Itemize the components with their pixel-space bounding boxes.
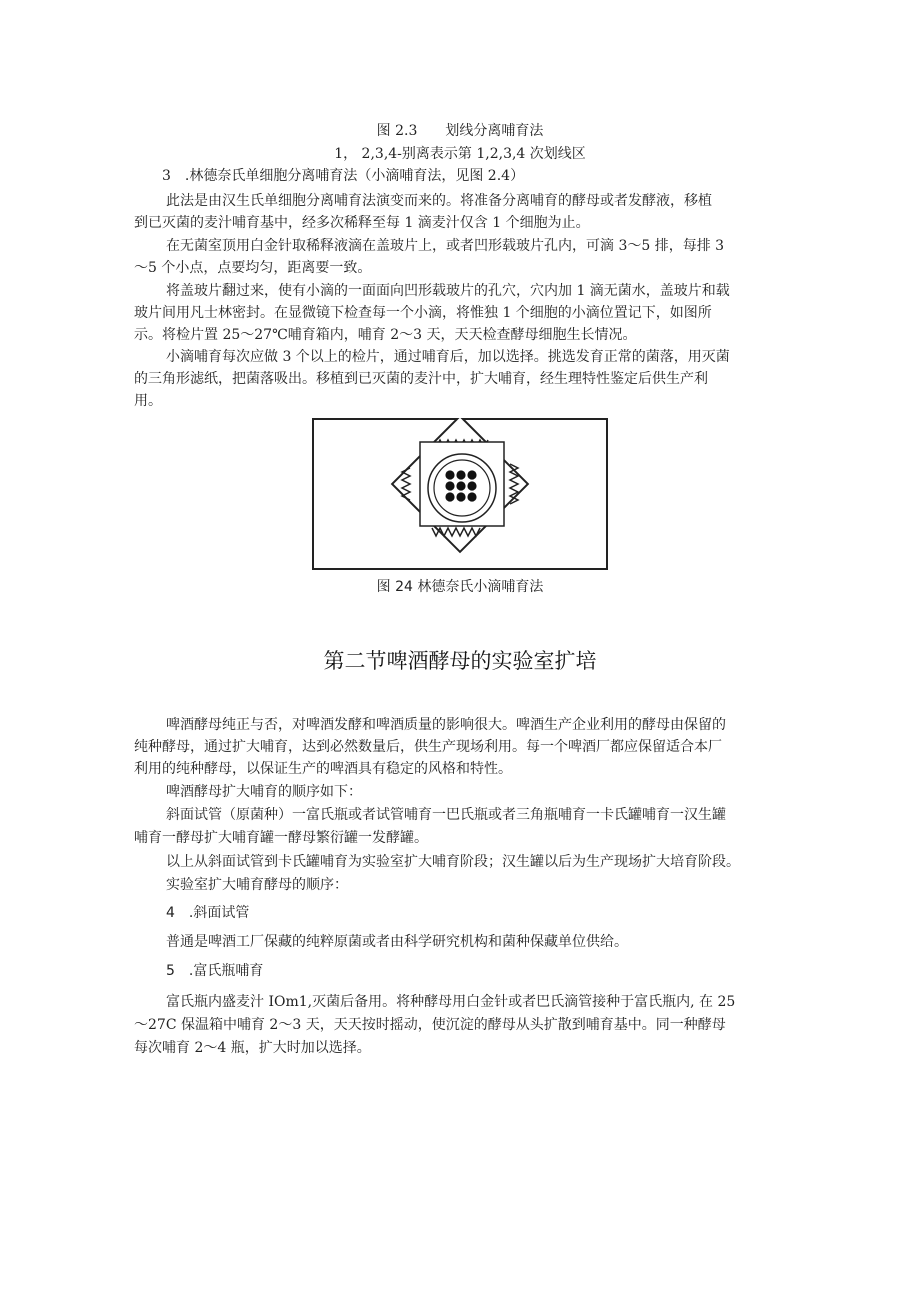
- item-5-line1: 富氏瓶内盛麦汁 IOm1,灭菌后备用。将种酵母用白金针或者巴氏滴管接种于富氏瓶内, 在 25: [166, 994, 736, 1010]
- intro-line3: 利用的纯种酵母，以保证生产的啤酒具有稳定的风格和特性。: [134, 761, 512, 777]
- intro-line2: 纯种酵母，通过扩大哺育，达到必然数量后，供生产现场利用。每一个啤酒厂都应保留适合本厂: [134, 739, 722, 755]
- figure-2-3-note: 1， 2,3,4-别离表示第 1,2,3,4 次划线区: [334, 146, 586, 162]
- lab-order-label: 实验室扩大哺育酵母的顺序：: [166, 877, 348, 893]
- sec3-p4-line2: 的三角形滤纸，把菌落吸出。移植到已灭菌的麦汁中，扩大哺育，经生理特性鉴定后供生产利: [134, 371, 708, 387]
- droplet: [445, 492, 454, 501]
- figure-2-3-caption: 图 2.3 划线分离哺育法: [376, 123, 544, 139]
- droplet: [456, 470, 465, 479]
- order-line1: 斜面试管（原菌种）一富氏瓶或者试管哺育一巴氏瓶或者三角瓶哺育一卡氏罐哺育一汉生罐: [166, 807, 726, 823]
- item-4-text: 普通是啤酒工厂保藏的纯粹原菌或者由科学研究机构和菌种保藏单位供给。: [166, 934, 628, 950]
- item-4-heading: 4 .斜面试管: [166, 905, 250, 921]
- droplet-grid: [445, 470, 476, 501]
- intro-line1: 啤酒酵母纯正与否，对啤酒发酵和啤酒质量的影响很大。啤酒生产企业利用的酵母由保留的: [166, 717, 726, 733]
- droplet: [467, 481, 476, 490]
- droplet: [467, 492, 476, 501]
- sec3-p4-line3: 用。: [134, 393, 162, 409]
- sec3-p4-line1: 小滴哺育每次应做 3 个以上的检片，通过哺育后，加以选择。挑选发育正常的菌落，用灭菌: [166, 349, 730, 365]
- droplet: [445, 470, 454, 479]
- item-5-heading: 5 .富氏瓶哺育: [166, 963, 264, 979]
- sec3-p3-line3: 示。将检片置 25～27℃哺育箱内，哺育 2～3 天，天天检查酵母细胞生长情况。: [134, 327, 637, 343]
- droplet: [445, 481, 454, 490]
- droplet: [456, 481, 465, 490]
- order-line2: 哺育一酵母扩大哺育罐一酵母繁衍罐一发酵罐。: [134, 830, 428, 846]
- order-label: 啤酒酵母扩大哺育的顺序如下：: [166, 784, 362, 800]
- sec3-p2-line1: 在无菌室顶用白金针取稀释液滴在盖玻片上，或者凹形载玻片孔内，可滴 3～5 排，每排 3: [166, 238, 725, 254]
- droplet: [456, 492, 465, 501]
- hanging-drop-culture-diagram: [312, 418, 608, 570]
- section-title: 第二节啤酒酵母的实验室扩培: [323, 649, 597, 673]
- droplet: [467, 470, 476, 479]
- figure-2-4-caption: 图 24 林德奈氏小滴哺育法: [376, 579, 544, 595]
- sec3-p3-line2: 玻片间用凡士林密封。在显微镜下检查每一个小滴，将惟独 1 个细胞的小滴位置记下，如图所: [134, 305, 712, 321]
- stages-text: 以上从斜面试管到卡氏罐哺育为实验室扩大哺育阶段；汉生罐以后为生产现场扩大培育阶段。: [166, 854, 740, 870]
- sec3-p1-line1: 此法是由汉生氏单细胞分离哺育法演变而来的。将准备分离哺育的酵母或者发酵液，移植: [166, 193, 712, 209]
- sec3-p2-line2: ～5 个小点，点要均匀，距离要一致。: [134, 260, 372, 276]
- sec3-p3-line1: 将盖玻片翻过来，使有小滴的一面面向凹形载玻片的孔穴，穴内加 1 滴无菌水，盖玻片和载: [166, 283, 730, 299]
- section-3-heading: 3 .林德奈氏单细胞分离哺育法（小滴哺育法，见图 2.4）: [162, 168, 525, 184]
- item-5-line2: ～27C 保温箱中哺育 2～3 天，天天按时摇动，使沉淀的酵母从头扩散到哺育基中。同一种酵母: [134, 1017, 726, 1033]
- item-5-line3: 每次哺育 2～4 瓶，扩大时加以选择。: [134, 1040, 371, 1056]
- sec3-p1-line2: 到已灭菌的麦汁哺育基中，经多次稀释至每 1 滴麦汁仅含 1 个细胞为止。: [134, 215, 590, 231]
